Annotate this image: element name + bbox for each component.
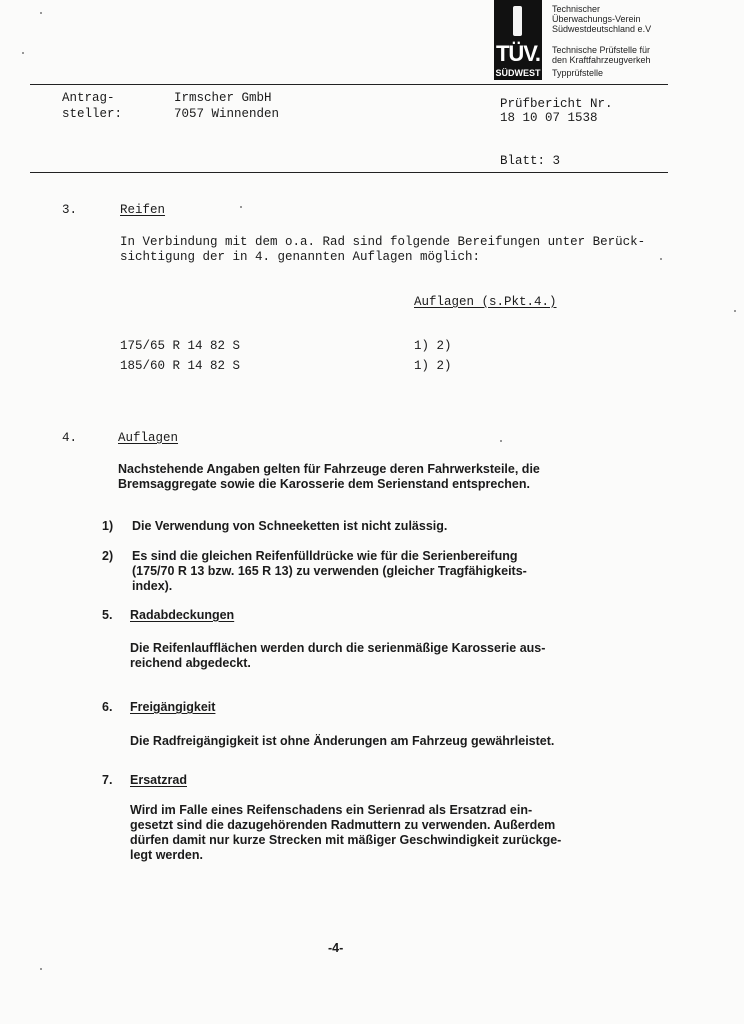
paragraph-line: Bremsaggregate sowie die Karosserie dem Serienstand entsprechen. [118, 477, 530, 491]
condition-line: Es sind die gleichen Reifenfülldrücke wie für die Serienbereifung [132, 549, 518, 563]
scan-speck [240, 206, 242, 208]
tire-conditions: 1) 2) [414, 359, 452, 373]
condition-number: 2) [102, 549, 114, 563]
scan-speck [660, 258, 662, 260]
dept-line: Technische Prüfstelle für [552, 45, 651, 55]
report-number: 18 10 07 1538 [500, 111, 598, 125]
section-title: Freigängigkeit [130, 700, 216, 714]
section-number: 3. [62, 203, 78, 217]
tire-conditions: 1) 2) [414, 339, 452, 353]
scan-speck [40, 968, 42, 970]
paragraph-line: sichtigung der in 4. genannten Auflagen möglich: [120, 250, 481, 264]
scan-speck [22, 52, 24, 54]
tuv-logo-graphic [494, 0, 542, 42]
org-line: Technischer [552, 4, 601, 14]
condition-number: 1) [102, 519, 114, 533]
org-line: Überwachungs-Verein [552, 14, 641, 24]
tire-size: 185/60 R 14 82 S [120, 359, 241, 373]
section-title: Reifen [120, 203, 166, 217]
paragraph-line: In Verbindung mit dem o.a. Rad sind folgende Bereifungen unter Berück- [120, 235, 646, 249]
report-label: Prüfbericht Nr. [500, 97, 613, 111]
paragraph-line: gesetzt sind die dazugehörenden Radmuttern zu verwenden. Außerdem [130, 818, 556, 832]
header-rule-bottom [30, 172, 668, 173]
paragraph-line: Die Radfreigängigkeit ist ohne Änderungen am Fahrzeug gewährleistet. [130, 734, 555, 748]
paragraph-line: Die Reifenlaufflächen werden durch die serienmäßige Karosserie aus- [130, 641, 546, 655]
paragraph-line: dürfen damit nur kurze Strecken mit mäßiger Geschwindigkeit zurückge- [130, 833, 562, 847]
section-title: Ersatzrad [130, 773, 187, 787]
page-number: -4- [328, 941, 344, 955]
tuv-logo-subtext: SÜDWEST [495, 68, 541, 78]
sheet-number: Blatt: 3 [500, 154, 561, 168]
condition-line: index). [132, 579, 173, 593]
section-number: 5. [102, 608, 113, 622]
header-rule-top [30, 84, 668, 85]
dept-line: Typprüfstelle [552, 68, 604, 78]
section-title: Radabdeckungen [130, 608, 235, 622]
condition-line: (175/70 R 13 bzw. 165 R 13) zu verwenden (gleicher Tragfähigkeits- [132, 564, 527, 578]
paragraph-line: reichend abgedeckt. [130, 656, 251, 670]
scan-speck [40, 12, 42, 14]
section-number: 4. [62, 431, 78, 445]
conditions-column-header: Auflagen (s.Pkt.4.) [414, 295, 557, 309]
applicant-name: Irmscher GmbH [174, 91, 272, 105]
org-line: Südwestdeutschland e.V [552, 24, 652, 34]
section-title: Auflagen [118, 431, 179, 445]
paragraph-line: Nachstehende Angaben gelten für Fahrzeuge deren Fahrwerksteile, die [118, 462, 540, 476]
paragraph-line: Wird im Falle eines Reifenschadens ein Serienrad als Ersatzrad ein- [130, 803, 533, 817]
dept-line: den Kraftfahrzeugverkeh [552, 55, 651, 65]
scan-speck [734, 310, 736, 312]
tuv-logo-text: TÜV. [495, 41, 541, 66]
section-number: 6. [102, 700, 113, 714]
tire-size: 175/65 R 14 82 S [120, 339, 241, 353]
section-number: 7. [102, 773, 113, 787]
condition-line: Die Verwendung von Schneeketten ist nicht zulässig. [132, 519, 448, 533]
scan-speck [500, 440, 502, 442]
applicant-city: 7057 Winnenden [174, 107, 280, 121]
paragraph-line: legt werden. [130, 848, 203, 862]
applicant-label: Antrag- [62, 91, 115, 105]
applicant-label: steller: [62, 107, 123, 121]
